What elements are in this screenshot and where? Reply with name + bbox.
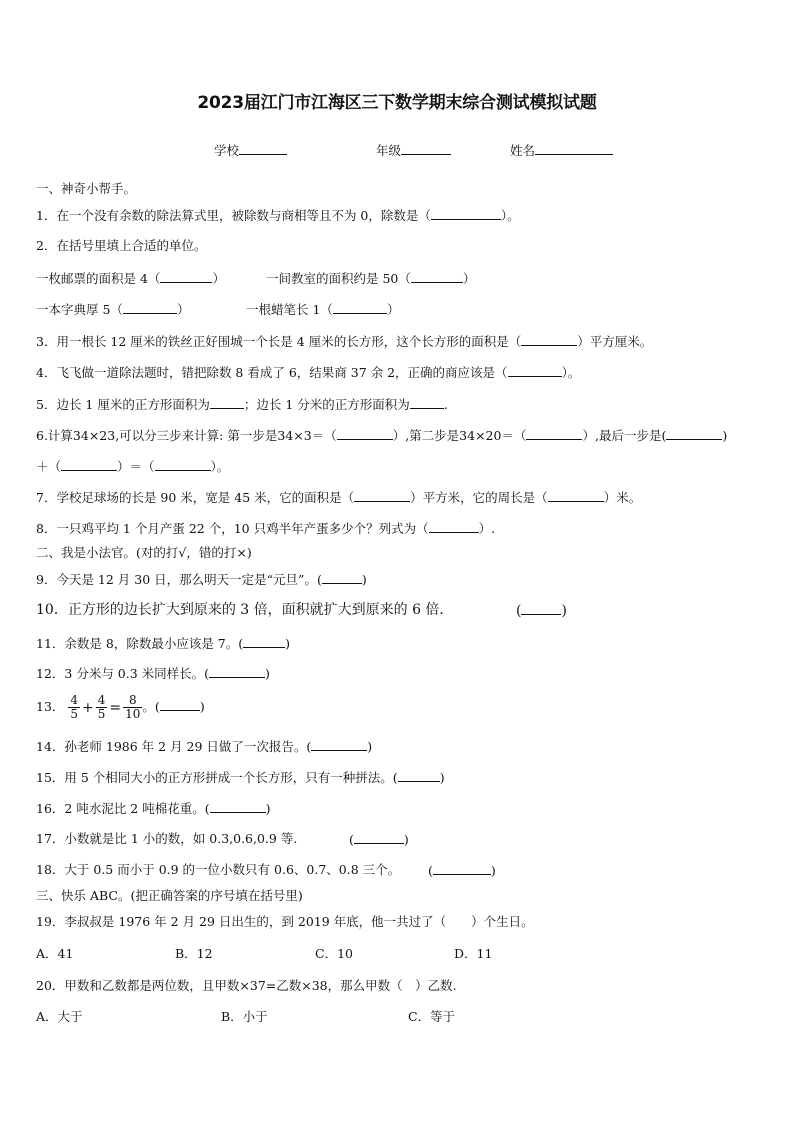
question-4: 4．飞飞做一道除法题时，错把除数 8 看成了 6，结果商 37 余 2，正确的商应该是（ ）。 (36, 365, 581, 380)
question-2d: 一根蜡笔长 1（ ） (246, 302, 400, 317)
question-6: 6.计算34×23,可以分三步来计算: 第一步是34×3＝（ ）,第二步是34×20＝（ ）,最后一步是( ) (36, 428, 728, 443)
answer-blank[interactable] (243, 635, 285, 648)
question-11: 11．余数是 8，除数最小应该是 7。( ) (36, 636, 291, 651)
question-12: 12．3 分米与 0.3 米同样长。( ) (36, 666, 270, 681)
question-20: 20．甲数和乙数都是两位数，且甲数×37=乙数×38，那么甲数（ ）乙数. (36, 978, 457, 993)
question-19: 19．李叔叔是 1976 年 2 月 29 日出生的，到 2019 年底，他一共过了（ ）个生日。 (36, 914, 534, 929)
answer-blank[interactable] (160, 270, 212, 283)
answer-blank[interactable] (322, 571, 362, 584)
question-2a: 一枚邮票的面积是 4（ ） (36, 271, 225, 286)
question-5: 5．边长 1 厘米的正方形面积为 ；边长 1 分米的正方形面积为 . (36, 397, 448, 412)
q20-option-c[interactable]: C．等于 (408, 1009, 456, 1024)
answer-blank[interactable] (398, 769, 440, 782)
grade-field (376, 141, 451, 159)
q19-option-b[interactable]: B．12 (175, 946, 213, 961)
grade-blank[interactable] (401, 142, 451, 155)
answer-blank[interactable] (123, 301, 177, 314)
name-label: 姓名 (510, 143, 536, 158)
answer-blank[interactable] (354, 831, 404, 844)
question-10-answer: ( ) (516, 603, 567, 619)
q20-option-a[interactable]: A．大于 (36, 1009, 83, 1024)
question-2b: 一间教室的面积约是 50（ ） (266, 271, 476, 286)
question-14: 14．孙老师 1986 年 2 月 29 日做了一次报告。( ) (36, 739, 373, 754)
answer-blank[interactable] (526, 427, 582, 440)
q19-option-c[interactable]: C．10 (315, 946, 353, 961)
answer-blank[interactable] (210, 396, 244, 409)
question-2: 2．在括号里填上合适的单位。 (36, 238, 207, 253)
question-13: 13． $\frac{4}{5}$ + $\frac{4}{5}$ = $\frac{8}{10}$ 。( ) (36, 693, 205, 721)
answer-blank[interactable] (209, 665, 265, 678)
question-15: 15．用 5 个相同大小的正方形拼成一个长方形，只有一种拼法。( ) (36, 770, 445, 785)
question-16: 16．2 吨水泥比 2 吨棉花重。( ) (36, 801, 271, 816)
question-7: 7．学校足球场的长是 90 米，宽是 45 米，它的面积是（ ）平方米，它的周长是（ ）米。 (36, 490, 642, 505)
section1-heading: 一、神奇小帮手。 (36, 181, 137, 196)
question-6-cont: ＋（ ）＝（ ）。 (36, 459, 230, 474)
question-2c: 一本字典厚 5（ ） (36, 302, 190, 317)
q20-option-b[interactable]: B．小于 (221, 1009, 268, 1024)
page-title: 2023届江门市江海区三下数学期末综合测试模拟试题 (197, 93, 597, 113)
answer-blank[interactable] (410, 396, 444, 409)
answer-blank[interactable] (429, 520, 479, 533)
answer-blank[interactable] (521, 602, 561, 615)
answer-blank[interactable] (431, 207, 501, 220)
answer-blank[interactable] (354, 489, 410, 502)
question-17: 17．小数就是比 1 小的数，如 0.3,0.6,0.9 等. (36, 831, 298, 846)
question-8: 8．一只鸡平均 1 个月产蛋 22 个，10 只鸡半年产蛋多少个？列式为（ ）. (36, 521, 496, 536)
answer-blank[interactable] (521, 333, 577, 346)
name-blank[interactable] (535, 142, 613, 155)
question-9: 9．今天是 12 月 30 日，那么明天一定是“元旦”。( ) (36, 572, 367, 587)
school-label: 学校 (214, 143, 240, 158)
q19-option-d[interactable]: D．11 (454, 946, 493, 961)
answer-blank[interactable] (333, 301, 387, 314)
answer-blank[interactable] (337, 427, 393, 440)
fraction: $\frac{8}{10}$ (125, 693, 141, 721)
question-18: 18．大于 0.5 而小于 0.9 的一位小数只有 0.6、0.7、0.8 三个。 (36, 862, 401, 877)
answer-blank[interactable] (155, 458, 211, 471)
answer-blank[interactable] (666, 427, 722, 440)
grade-label: 年级 (376, 143, 402, 158)
question-10: 10．正方形的边长扩大到原来的 3 倍，面积就扩大到原来的 6 倍． (36, 602, 454, 618)
question-3: 3．用一根长 12 厘米的铁丝正好围城一个长是 4 厘米的长方形，这个长方形的面积是（ ）平方厘米。 (36, 334, 653, 349)
answer-blank[interactable] (548, 489, 604, 502)
answer-blank[interactable] (508, 364, 562, 377)
question-17-answer: ( ) (349, 832, 409, 847)
answer-blank[interactable] (411, 270, 463, 283)
school-blank[interactable] (239, 142, 287, 155)
fraction: $\frac{4}{5}$ (97, 693, 106, 721)
answer-blank[interactable] (433, 862, 491, 875)
fraction: $\frac{4}{5}$ (70, 693, 79, 721)
school-field (214, 141, 287, 159)
question-18-answer: ( ) (428, 863, 496, 878)
answer-blank[interactable] (61, 458, 117, 471)
answer-blank[interactable] (311, 738, 367, 751)
section2-heading: 二、我是小法官。(对的打√，错的打×) (36, 545, 252, 560)
answer-blank[interactable] (210, 800, 266, 813)
name-field (510, 141, 613, 159)
question-1: 1．在一个没有余数的除法算式里，被除数与商相等且不为 0，除数是（ ）。 (36, 208, 520, 223)
q19-option-a[interactable]: A．41 (36, 946, 74, 961)
answer-blank[interactable] (160, 698, 200, 711)
section3-heading: 三、快乐 ABC。(把正确答案的序号填在括号里) (36, 888, 303, 903)
